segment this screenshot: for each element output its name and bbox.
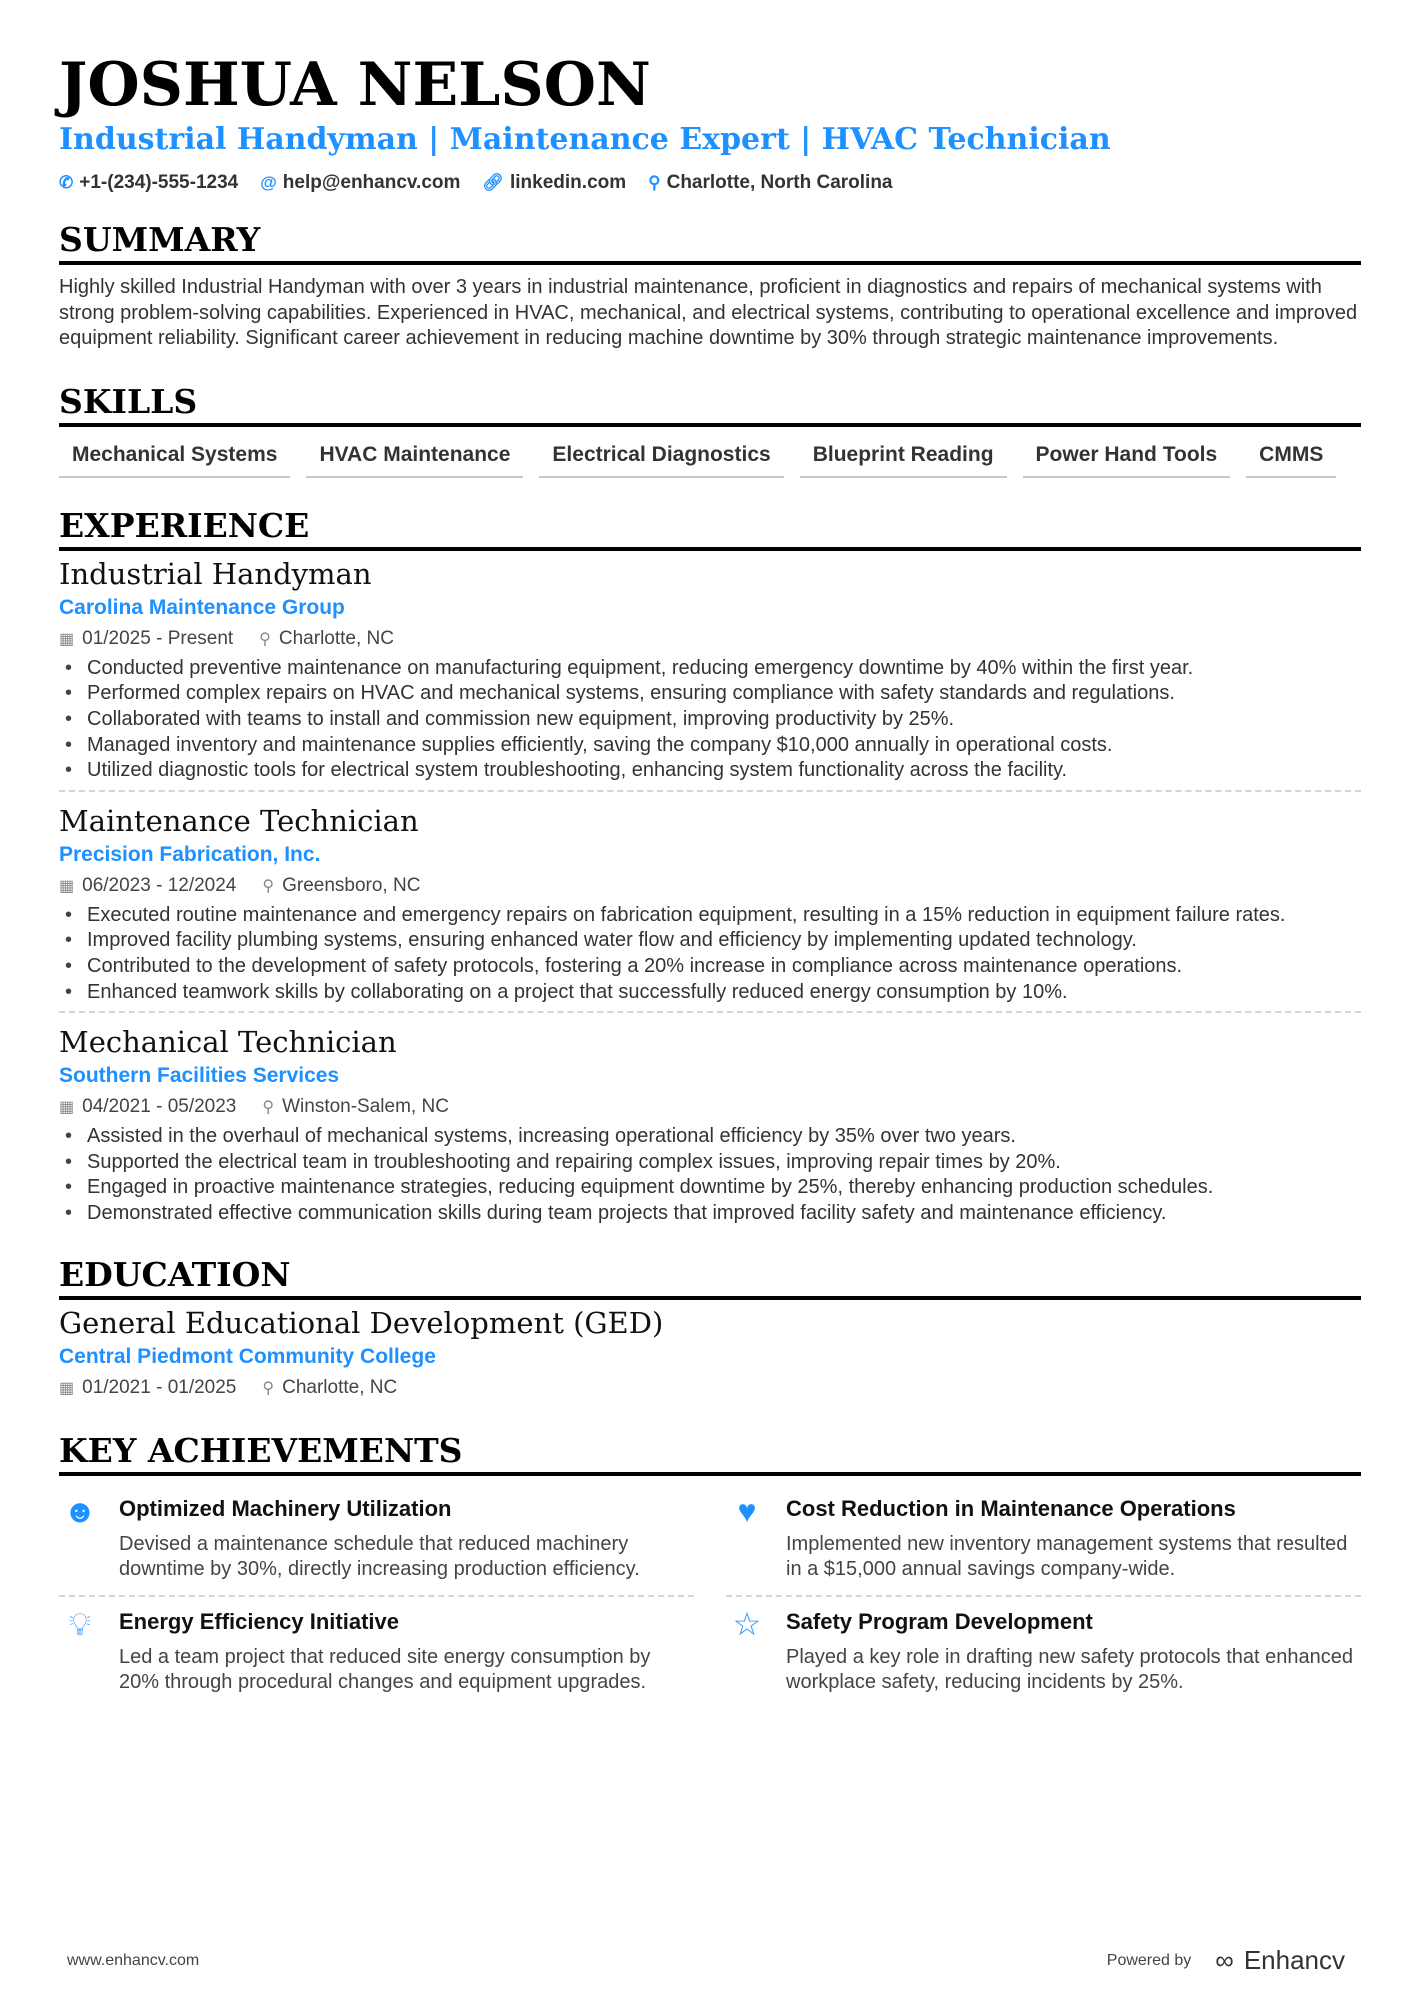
school: Central Piedmont Community College <box>59 1344 436 1368</box>
candidate-name: JOSHUA NELSON <box>59 50 651 120</box>
skill-chip: Blueprint Reading <box>800 437 1007 478</box>
at-icon: @ <box>260 173 277 192</box>
achievement-text: Implemented new inventory management systems that resulted in a $15,000 annual savings company-wide. <box>786 1532 1348 1581</box>
skill-chip: CMMS <box>1246 437 1336 478</box>
contact-link[interactable] <box>482 172 626 194</box>
job-title: Maintenance Technician <box>59 803 419 838</box>
job-meta <box>59 870 1361 903</box>
job-bullet: • Collaborated with teams to install and commission new equipment, improving productivity by 25%. <box>59 707 1361 733</box>
contact-location <box>648 172 892 194</box>
job-bullets <box>59 1124 1361 1226</box>
achievement-title: Cost Reduction in Maintenance Operations <box>786 1495 1236 1521</box>
calendar-icon: ▦ <box>59 1379 75 1397</box>
job-bullet: • Enhanced teamwork skills by collaborating on a project that successfully reduced energy consumption by 10%. <box>59 980 1361 1006</box>
section-title-education: EDUCATION <box>59 1255 1361 1300</box>
calendar-icon: ▦ <box>59 877 75 895</box>
job-bullet: • Assisted in the overhaul of mechanical systems, increasing operational efficiency by 35% over two years. <box>59 1124 1361 1150</box>
skill-chip: Electrical Diagnostics <box>539 437 783 478</box>
footer <box>67 1945 1345 1976</box>
enhancv-logo[interactable] <box>1215 1945 1345 1976</box>
job-meta <box>59 623 1361 656</box>
job-entry <box>59 790 1361 1011</box>
degree: General Educational Development (GED) <box>59 1305 664 1340</box>
heart-icon: ♥ <box>737 1492 757 1529</box>
job-entry <box>59 555 1361 790</box>
achievement-item <box>59 1597 694 1708</box>
section-title-experience: EXPERIENCE <box>59 506 1361 551</box>
phone-text: +1-(234)-555-1234 <box>79 172 239 193</box>
job-location: Winston-Salem, NC <box>282 1096 449 1118</box>
candidate-title: Industrial Handyman | Maintenance Expert | HVAC Technician <box>59 122 1111 157</box>
skills-list <box>59 437 1361 478</box>
job-location: Greensboro, NC <box>282 874 421 896</box>
company-name: Precision Fabrication, Inc. <box>59 842 321 866</box>
achievement-title: Safety Program Development <box>786 1608 1093 1634</box>
location-pin-icon: ⚲ <box>262 1379 275 1397</box>
job-entry <box>59 1011 1361 1232</box>
resume <box>59 48 1361 1708</box>
job-bullets <box>59 903 1361 1005</box>
achievement-title: Optimized Machinery Utilization <box>119 1495 452 1521</box>
skill-chip: Mechanical Systems <box>59 437 290 478</box>
job-bullet: • Utilized diagnostic tools for electrical system troubleshooting, enhancing system functionality across the facility. <box>59 758 1361 784</box>
job-bullet: • Executed routine maintenance and emergency repairs on fabrication equipment, resulting in a 15% reduction in equipment failure rates. <box>59 903 1361 929</box>
job-location: Charlotte, NC <box>278 627 394 649</box>
achievement-text: Devised a maintenance schedule that reduced machinery downtime by 30%, directly increasing production efficiency. <box>119 1532 640 1581</box>
job-bullets <box>59 656 1361 784</box>
contact-row <box>59 172 1361 194</box>
lightbulb-icon: 💡︎ <box>68 1605 92 1642</box>
company-name: Southern Facilities Services <box>59 1064 340 1088</box>
calendar-icon: ▦ <box>59 630 75 648</box>
location-pin-icon: ⚲ <box>262 1099 275 1117</box>
job-bullet: • Demonstrated effective communication skills during team projects that improved facility safety and maintenance efficiency. <box>59 1201 1361 1227</box>
job-bullet: • Improved facility plumbing systems, ensuring enhanced water flow and efficiency by implementing updated technology. <box>59 928 1361 954</box>
location-text: Charlotte, North Carolina <box>666 172 893 193</box>
job-bullet: • Conducted preventive maintenance on manufacturing equipment, reducing emergency downtime by 40% within the first year. <box>59 656 1361 682</box>
achievement-item <box>59 1484 694 1597</box>
location-pin-icon: ⚲ <box>259 630 271 648</box>
job-meta <box>59 1091 1361 1124</box>
location-pin-icon: ⚲ <box>648 173 661 192</box>
head-icon: ☻ <box>63 1492 97 1529</box>
job-dates: 01/2025 - Present <box>82 627 234 649</box>
email-text: help@enhancv.com <box>282 172 461 193</box>
job-bullet: • Contributed to the development of safety protocols, fostering a 20% increase in compliance across maintenance operations. <box>59 954 1361 980</box>
powered-by-text: Powered by <box>1106 1951 1192 1969</box>
contact-email[interactable] <box>260 172 460 194</box>
job-title: Mechanical Technician <box>59 1025 397 1060</box>
location-pin-icon: ⚲ <box>262 877 275 895</box>
section-title-achievements: KEY ACHIEVEMENTS <box>59 1431 1361 1476</box>
calendar-icon: ▦ <box>59 1099 75 1117</box>
education-dates: 01/2021 - 01/2025 <box>82 1376 237 1398</box>
experience-list <box>59 555 1361 1233</box>
job-bullet: • Engaged in proactive maintenance strategies, reducing equipment downtime by 25%, thereby enhancing production schedules. <box>59 1175 1361 1201</box>
footer-website[interactable]: www.enhancv.com <box>67 1951 200 1969</box>
company-name: Carolina Maintenance Group <box>59 595 345 619</box>
achievement-title: Energy Efficiency Initiative <box>119 1608 399 1634</box>
achievement-item <box>726 1484 1361 1597</box>
powered-by <box>1107 1945 1345 1976</box>
section-title-summary: SUMMARY <box>59 220 1361 265</box>
education-meta <box>59 1372 1361 1405</box>
education-location: Charlotte, NC <box>282 1376 398 1398</box>
achievement-item <box>726 1597 1361 1708</box>
skill-chip: HVAC Maintenance <box>306 437 523 478</box>
summary-text: Highly skilled Industrial Handyman with over 3 years in industrial maintenance, proficient in diagnostics and repairs of mechanical systems with strong problem-solving capabilities. Experienced in HVAC, mechanical, and electrical systems, contributing to operational excellence and improved equipment reliability. Significant career achievement in reducing machine downtime by 30% through strategic maintenance improvements. <box>59 276 1358 350</box>
achievement-text: Led a team project that reduced site energy consumption by 20% through procedural changes and equipment upgrades. <box>119 1645 651 1694</box>
job-dates: 04/2021 - 05/2023 <box>82 1096 237 1118</box>
brand-name: Enhancv <box>1243 1945 1345 1975</box>
star-icon: ☆ <box>732 1605 762 1642</box>
job-title: Industrial Handyman <box>59 556 372 591</box>
section-title-skills: SKILLS <box>59 382 1361 427</box>
phone-icon: ✆ <box>59 173 74 192</box>
infinity-icon: ∞ <box>1215 1945 1234 1975</box>
achievements-grid <box>59 1484 1361 1708</box>
job-dates: 06/2023 - 12/2024 <box>82 874 237 896</box>
link-text: linkedin.com <box>510 172 627 193</box>
contact-phone[interactable] <box>59 172 238 194</box>
education-entry <box>59 1304 1361 1405</box>
skill-chip: Power Hand Tools <box>1023 437 1231 478</box>
link-icon: 🔗︎ <box>482 173 504 192</box>
job-bullet: • Performed complex repairs on HVAC and mechanical systems, ensuring compliance with safety standards and regulations. <box>59 681 1361 707</box>
job-bullet: • Managed inventory and maintenance supplies efficiently, saving the company $10,000 annually in operational costs. <box>59 733 1361 759</box>
job-bullet: • Supported the electrical team in troubleshooting and repairing complex issues, improving repair times by 20%. <box>59 1150 1361 1176</box>
achievement-text: Played a key role in drafting new safety protocols that enhanced workplace safety, reducing incidents by 25%. <box>786 1645 1354 1694</box>
